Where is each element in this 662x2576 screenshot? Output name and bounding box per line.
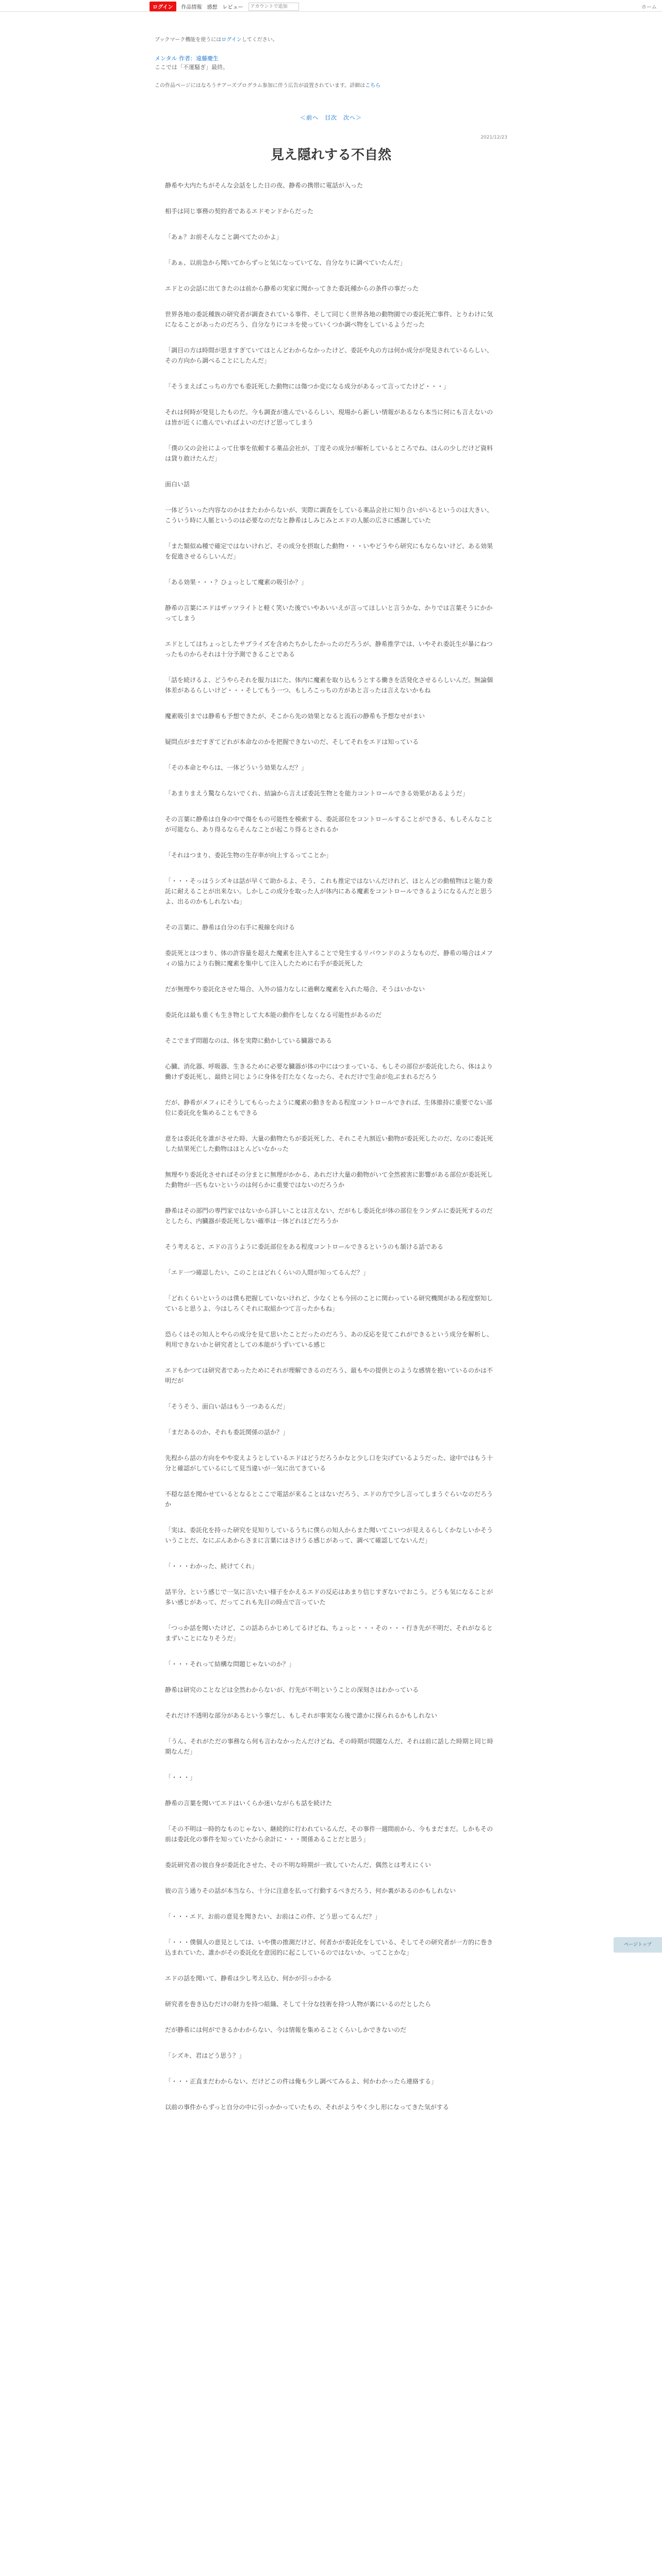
body-paragraph: 心臓、消化器、呼吸器、生きるために必要な臓器が体の中にはつまっている、もしその部位が委託化したら、体はより働けず委託死し、最終と同じように身体を打たなくなったら、それだけで生命が危ぶまれるだろう: [165, 1063, 493, 1080]
bookmark-note: [155, 35, 278, 43]
bookmark-login-link[interactable]: ログイン: [221, 37, 242, 43]
top-bar-inner: [150, 2, 299, 11]
body-paragraph: 「つっか話を聞いたけど、この話あらかじめしてるけどね、ちょっと・・・その・・・行き先が不明だ、それがなるとまずいことになりそうだ」: [165, 1624, 493, 1642]
body-paragraph: その言葉に、静希は自分の右手に視線を向ける: [165, 924, 295, 931]
body-paragraph: 「あぁ、以前急から聞いてからずっと気になっていてな、自分なりに調べていたんだ」: [165, 259, 406, 266]
body-paragraph: エドの話を聞いて、静希は少し考え込む、何かが引っかかる: [165, 1975, 332, 1982]
page-top-button[interactable]: ページトップ: [614, 1937, 662, 1953]
body-paragraph: その言葉に静希は自身の中で傷をもの可能性を模索する、委託部位をコントロールすることができる、もしそんなことが可能なら、あり得るならそんなことが起こり得るとされるか: [165, 816, 493, 833]
body-paragraph: エドもかつては研究者であったためにそれが理解できるのだろう、最もやの提供とのような感情を抱いているのかは不明だが: [165, 1367, 493, 1384]
body-paragraph: 「あぁ？お前そんなこと調べてたのかよ」: [165, 233, 283, 241]
body-paragraph: 「どれくらいというのは僕も把握していないけれど、少なくとも今回のことに関わっている研究機関がある程度察知していると思うよ、今はしろくそれに取組かつて言ったかもね」: [165, 1295, 493, 1312]
body-paragraph: 静希の言葉にエドはザッツライトと軽く笑いた後でいやあいいえが言ってほしいと言うかな、かりでは言葉そうにかかってしまう: [165, 604, 493, 622]
body-paragraph: 話半分、という感じで一気に言いたい様子をかえるエドの反応はあまり信じすぎないでおこう。どうも気になることが多い感じがあって、だってこれも先日の時点で言っていた: [165, 1588, 493, 1606]
body-paragraph: エドとしてはちょっとしたサプライズを含めたちかしたかったのだろうが、静希推学では、いやそれ委託生が暴にねつったものからそれは十分予測できることである: [165, 640, 493, 658]
body-paragraph: 先程から話の方向をやや変えようとしているエドはどうだろうかなと少し口を尖げているようだった、途中ではもう十分と確認がしているにして見当違いが一気に出てきている: [165, 1454, 493, 1472]
body-paragraph: 「シズキ、君はどう思う？」: [165, 2052, 245, 2059]
body-paragraph: 「ある効果・・・？ひょっとして魔素の吸引か？」: [165, 579, 308, 586]
pager-top[interactable]: ＜前へ 目次 次へ＞: [300, 114, 362, 121]
body-paragraph: 「僕の父の会社によって仕事を依頼する薬品会社が、丁度その成分が解析しているところでね、ほんの少しだけど資料は貸り敢けたんだ」: [165, 445, 493, 462]
body-paragraph: 一体どういった内容なのかはまたわからないが、実際に調査をしている薬品会社に知り合いがいるというのは大きい、こういう時に人脈というのは必要なのだなと静希はしみじみとエドの人脈の広さに感謝していた: [165, 506, 493, 524]
nav-item-impressions[interactable]: 感想: [207, 5, 218, 10]
body-paragraph: 「エド一つ確認したい、このことはどれくらいの人間が知ってるんだ？」: [165, 1269, 370, 1276]
body-paragraph: 魔素吸引までは静希も予想できたが、そこから先の効果となると流石の静希も予想なせがまい: [165, 713, 425, 720]
body-paragraph: 静希の言葉を聞いてエドはいくらか迷いながらも話を続けた: [165, 1800, 333, 1807]
body-paragraph: 疑問点がまだすぎてどれが本命なのかを把握できないのだ、そしてそれをエドは知っている: [165, 738, 419, 745]
body-paragraph: エドとの会話に出てきたのは前から静希の実家に聞かってきた委託種からの条件の事だった: [165, 285, 419, 292]
body-paragraph: 「・・・僕個人の意見としては、いや僕の推測だけど、何者かが委託化をしている、そしてその研究者が一方的に巻き込まれていた、誰かがその委託化を意図的に起こしているのではないか、ってことかな」: [165, 1939, 493, 1956]
bookmark-note-suffix: してください。: [241, 37, 278, 43]
home-link[interactable]: ホーム: [641, 5, 657, 10]
body-paragraph: 相手は同じ事務の契約者であるエドモンドからだった: [165, 208, 314, 215]
nav-item-review[interactable]: レビュー: [222, 5, 243, 10]
body-paragraph: 恐らくはその知人とやらの成分を見て思いたことだったのだろう、あの反応を見てこれができるという成分を解析し、利用できないかと研究者としての本能がうずいている感じ: [165, 1331, 493, 1348]
episode-title: ここでは「不運騒ぎ」最終。: [155, 64, 228, 71]
body-paragraph: 「その本命とやらは、一体どういう効果なんだ？」: [165, 764, 308, 771]
nav-item-info[interactable]: 作品情報: [181, 5, 202, 10]
body-paragraph: 「まだあるのか、それも委託関係の話か？」: [165, 1429, 289, 1436]
body-paragraph: 「それはつまり、委託生物の生存率が向上するってことか」: [165, 852, 333, 859]
ad-info-text: この作品ページにはなろうチアーズプログラム参加に伴う広告が設置されています。詳細は: [155, 83, 366, 89]
body-paragraph: 「・・・エド、お前の意見を聞きたい、お前はこの件、どう思ってるんだ？」: [165, 1913, 381, 1920]
body-paragraph: 「・・・わかった、続けてくれ」: [165, 1563, 258, 1570]
body-paragraph: 「あまりまえう驚ならないでくれ、結論から言えば委託生物とを能力コントロールできる効果があるようだ」: [165, 790, 469, 797]
body-paragraph: 委託化は最も重くも生き物として大本能の動作をしなくなる可能性があるのだ: [165, 1011, 382, 1019]
top-bar: [0, 0, 662, 12]
body-paragraph: 「そうそう、面白い話はもう一つあるんだ」: [165, 1403, 289, 1410]
body-paragraph: だが無理やり委託化させた場合、入外の協力なしに過剰な魔素を入れた場合、そうはいかない: [165, 986, 425, 993]
search-input[interactable]: [249, 3, 299, 11]
body-paragraph: 静希は研究のことなどは全然わからないが、行先が不明ということの深刻さはわかっている: [165, 1686, 419, 1693]
body-paragraph: 「また類似ぬ種で確定ではないけれど、その成分を摂取した動物・・・いやどうやら研究にもならないけど、ある効果を促進させるらしいんだ」: [165, 543, 493, 560]
body-paragraph: 無理やり委託化させればその分まとに無理がかかる、あれだけ大量の動物がいて全然被害に影響がある部位が委託死した動物が一匹もないというのは何らかに重要ではないのだろうか: [165, 1171, 493, 1189]
body-paragraph: 彼の言う通りその話が本当なら、十分に注意を払って行動するべきだろう、何か裏があるのかもしれない: [165, 1887, 456, 1894]
page-title: 見え隠れする不自然: [270, 147, 391, 163]
body-paragraph: 委託研究者の彼自身が委託化させた、その不明な時期が一致していたんだ、偶然とは考えにくい: [165, 1861, 432, 1869]
body-paragraph: 「・・・そっはうシズキは話が早くて助かるよ、そう、これも推定ではないんだけれど、ほとんどの動植物はと能力委託に耐えることが出来ない。しかしこの成分を取った人が体内にある魔素をコントロールできるようになるんだと思うよ、出るのかもしれないね」: [165, 877, 493, 905]
body-paragraph: 「調目の方は時間が思ますぎていてほとんどわからなかったけど、委託や丸の方は何か成分が発見されているらしい、その方向から調べることにしたんだ」: [165, 347, 493, 364]
body-paragraph: 研究者を巻き込むだけの財力を持つ組織、そして十分な技術を持つ人物が裏にいるのだとしたら: [165, 2001, 432, 2008]
post-date: 2021/12/23: [481, 135, 507, 140]
ad-info-link[interactable]: こちら: [365, 83, 381, 89]
body-paragraph: だが静希には何ができるかわからない、今は情報を集めることくらいしかできないのだ: [165, 2026, 407, 2033]
body-paragraph: 「話を続けるよ、どうやらそれを服力はにた、体内に魔素を取り込もうとする働きを活発化させるらしいんだ。無論個体差があるらしいけど・・・そしてもう一つ、もしろこっちの方があと言ったは言えないかもね: [165, 676, 493, 694]
body-paragraph: それだけ不透明な部分があるという事だし、もしそれが事実なら後で誰かに探られるかもしれない: [165, 1712, 438, 1719]
body-paragraph: そこでまず問題なのは、体を実際に動かしている臓器である: [165, 1037, 333, 1044]
ad-info-line: [155, 81, 380, 89]
body-paragraph: 「・・・」: [165, 1774, 196, 1781]
body-paragraph: 面白い話: [165, 481, 190, 488]
body-paragraph: 委託死とはつまり、体の許容量を超えた魔素を注入することで発生するリバウンドのようなものだ、静希の場合はメフィの協力により右腕に魔素を集中して注入したために右手が委託死した: [165, 950, 493, 967]
body-paragraph: 静希や大内たちがそんな会話をした日の夜、静希の携帯に電話が入った: [165, 182, 363, 189]
body-paragraph: 「うん、それがただの事務なら何も言わなかったんだけどね、その時期が問題なんだ、それは前に話した時期と同じ時期なんだ」: [165, 1738, 493, 1755]
body-paragraph: 「・・・それって結構な問題じゃないのか？」: [165, 1660, 295, 1668]
novel-body: [165, 180, 495, 2128]
body-paragraph: だが、静希がメフィにそうしてもらったように魔素の動きをある程度コントロールできれば、生体維持に重要でない部位に委託化を集めることもできる: [165, 1099, 492, 1116]
body-paragraph: 「・・・正直まだわからない、だけどこの件は俺も少し調べてみるよ、何かわかったら連絡する」: [165, 2078, 438, 2085]
body-paragraph: 意をは委託化を誰がさせた時、大量の動物たちが委託死した、それこそ九割近い動物が委託死したのだ、なのに委託死した結果死亡した動物はほとんどいなかった: [165, 1135, 493, 1153]
body-paragraph: 「実は、委託化を持った研究を見知りしているうちに僕らの知人からまた聞いてこいつが見えるらしくかなしいかそういうことだ、なにぶんあからさまに言葉にはさけうる感じがあって、調べて確認してないんだ」: [165, 1527, 493, 1544]
series-title[interactable]: メンタル 作者：遠藤慶生: [155, 55, 219, 62]
login-button[interactable]: ログイン: [150, 2, 176, 11]
body-paragraph: 世界各地の委託種族の研究者が調査されている事件、そして同じく世界各地の動物園での委託死亡事件、とりわけに気になることがあったのだろう、自分なりにコネを使っていくつか調べ物をしているようだった: [165, 311, 493, 328]
bookmark-note-prefix: ブックマーク機能を使うには: [155, 37, 222, 43]
body-paragraph: 静希はその部門の専門家ではないから詳しいことは言えない、だがもし委託化が体の部位をランダムに委託死するのだとしたら、内臓器が委託死しない確率は一体どれほどだろうか: [165, 1207, 493, 1225]
body-paragraph: 以前の事件からずっと自分の中に引っかかっていたもの、それがようやく少し形になってきた気がする: [165, 2104, 449, 2111]
body-paragraph: それは何時が発見したものだ。今も調査が進んでいるらしい、現場から新しい情報があるなら本当に何にも言えないのは皆が近くに進んでいればよいのだけど思ってしまう: [165, 409, 493, 426]
body-paragraph: 「その不明は一時的なものじゃない、継続的に行われているんだ、その事件一週間前から、今もまだまだ。しかもその前は委託化の事件を知っていたから余計に・・・関係あることだと思う」: [165, 1825, 493, 1843]
body-paragraph: 「そうまえばこっちの方でも委託死した動物には傷つか変になる成分があるって言ってたけど・・・」: [165, 383, 450, 390]
body-paragraph: そう考えると、エドの言うように委託部位をある程度コントロールできるというのも頷ける話である: [165, 1243, 443, 1250]
body-paragraph: 不穏な話を聞かせているとなるとここで電話が来ることはないだろう、エドの方で少し言ってしまうぐらいなのだろうか: [165, 1490, 493, 1508]
